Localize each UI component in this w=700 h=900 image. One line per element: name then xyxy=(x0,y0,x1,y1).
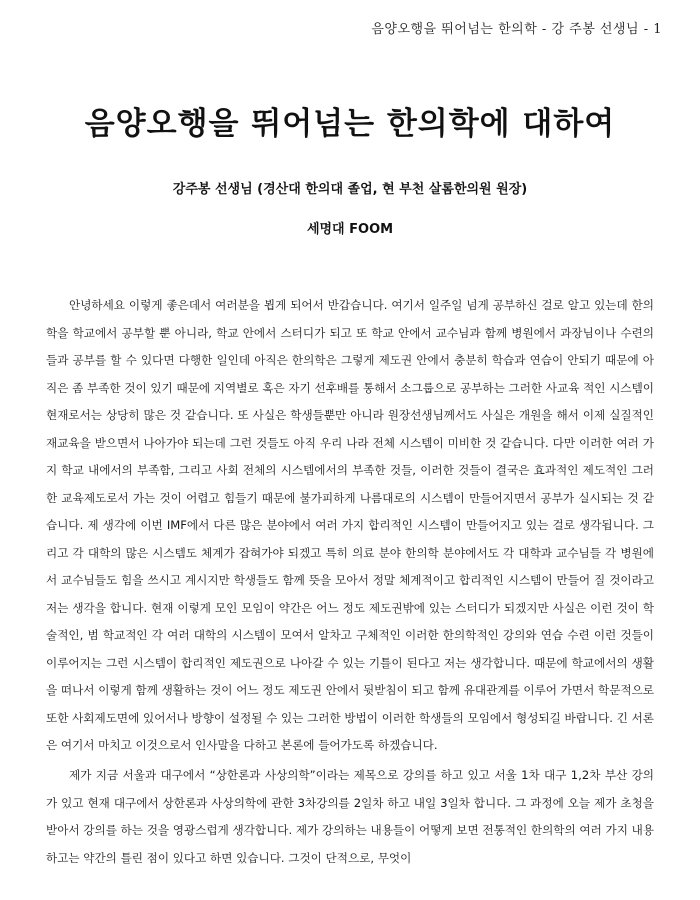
author-line: 강주봉 선생님 (경산대 한의대 졸업, 현 부천 살롬한의원 원장) xyxy=(172,182,528,197)
body-paragraph-2: 제가 지금 서울과 대구에서 “상한론과 사상의학”이라는 제목으로 강의를 하고 있고 서울 1차 대구 1,2차 부산 강의가 있고 현재 대구에서 상한론과 사상의학에 관한 3차강의를 2일차 하고 내일 3일차 합니다. 그 과정에 오늘 제가 초청을 받아서 강의를 하는 것을 영광스럽게 생각합니다. 제가 강의하는 내용들이 어떻게 보면 전통적인 한의학의 여러 가지 내용하고는 약간의 틀린 점이 있다고 하면 있습니다. 그것이 단적으로, 무엇이 xyxy=(46,768,654,865)
affiliation: 세명대 FOOM xyxy=(306,222,394,237)
page-title: 음양오행을 뛰어넘는 한의학에 대하여 xyxy=(84,106,616,142)
body-paragraph-1: 안녕하세요 이렇게 좋은데서 여러분을 뵙게 되어서 반갑습니다. 여기서 일주일 넘게 공부하신 걸로 알고 있는데 한의학을 학교에서 공부할 뿐 아니라, 학교 안에서 스터디가 되고 또 학교 안에서 교수님과 함께 병원에서 과장님이나 수련의들과 공부를 할 수 있다면 다행한 일인데 아직은 한의학은 그렇게 제도권 안에서 충분히 학습과 연습이 안되기 때문에 아직은 좀 부족한 것이 있기 때문에 지역별로 혹은 자기 선후배를 통해서 소그룹으로 공부하는 그러한 사교육 적인 시스템이 현재로서는 상당히 많은 것 같습니다. 또 사실은 학생들뿐만 아니라 원장선생님께서도 사실은 개원을 해서 이제 실질적인 재교육을 받으면서 나아가야 되는데 그런 것들도 아직 우리 나라 전체 시스템이 미비한 것 같습니다. 다만 이러한 여러 가지 학교 내에서의 부족함, 그리고 사회 전체의 시스템에서의 부족한 것들, 이러한 것들이 결국은 효과적인 제도적인 그러한 교육제도로서 가는 것이 어렵고 힘들기 때문에 불가피하게 나름대로의 시스템이 만들어지면서 공부가 실시되는 것 같습니다. 제 생각에 이번 IMF에서 다른 많은 분야에서 여러 가지 합리적인 시스템이 만들어지고 있는 걸로 생각됩니다. 그리고 각 대학의 많은 시스템도 체계가 잡혀가야 되겠고 특히 의료 분야 한의학 분야에서도 각 대학과 교수님들 각 병원에서 교수님들도 힘을 쓰시고 계시지만 학생들도 함께 뜻을 모아서 정말 체계적이고 합리적인 시스템이 만들어 질 것이라고 저는 생각을 합니다. 현재 이렇게 모인 모임이 약간은 어느 정도 제도권밖에 있는 스터디가 되겠지만 사실은 이런 것이 학술적인, 범 학교적인 각 여러 대학의 시스템이 모여서 알차고 구체적인 이러한 한의학적인 강의와 연습 수련 이런 것들이 이루어지는 그런 시스템이 합리적인 제도권으로 나아갈 수 있는 기틀이 된다고 저는 생각합니다. 때문에 학교에서의 생활을 떠나서 이렇게 함께 생활하는 것이 어느 정도 제도권 안에서 뒷받침이 되고 함께 유대관계를 이루어 가면서 학문적으로 또한 사회제도면에 있어서나 방향이 설정될 수 있는 그러한 방법이 이러한 학생들의 모임에서 형성되길 바랍니다. 긴 서론은 여기서 마치고 이것으로서 인사말을 다하고 본론에 들어가도록 하겠습니다. xyxy=(46,298,654,752)
running-header: 음양오행을 뛰어넘는 한의학 - 강 주봉 선생님 - 1 xyxy=(371,22,662,37)
